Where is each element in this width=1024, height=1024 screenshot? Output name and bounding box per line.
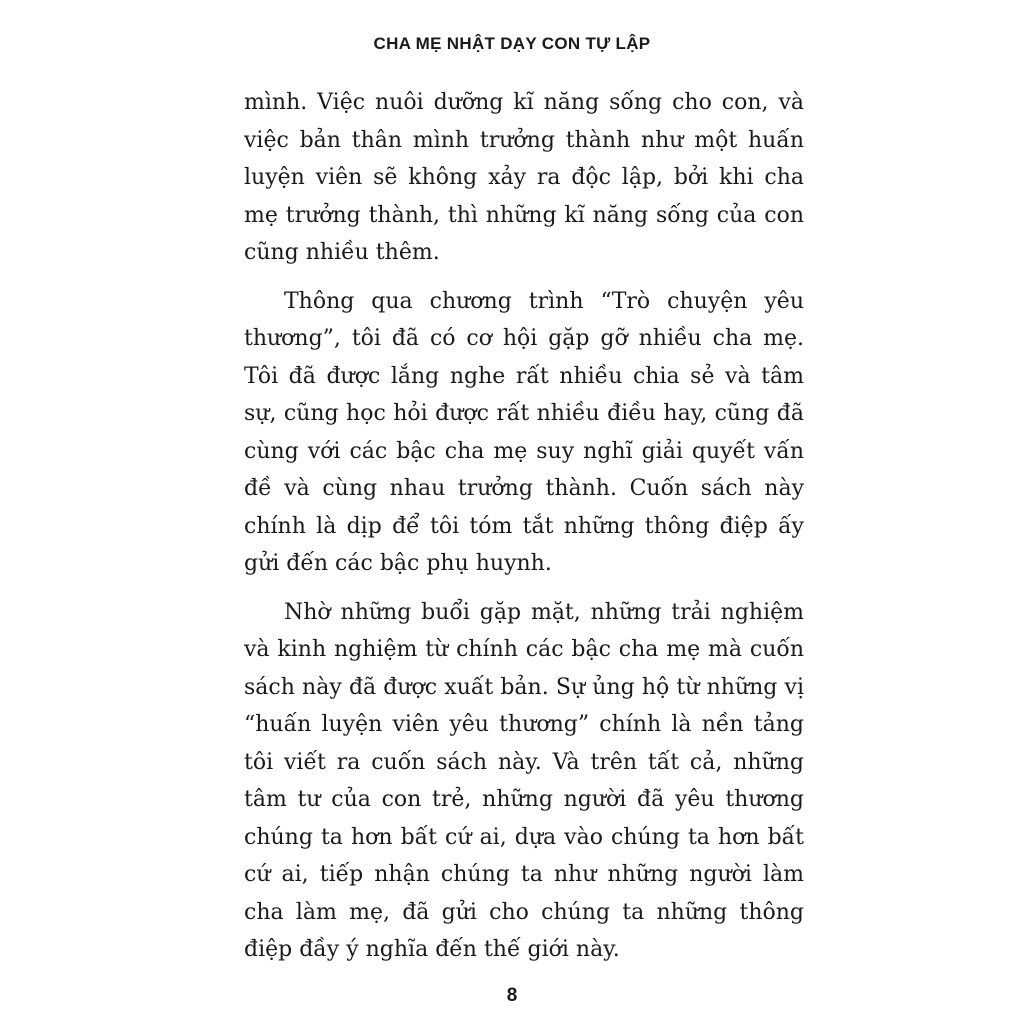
paragraph: Nhờ những buổi gặp mặt, những trải nghiệm và kinh nghiệm từ chính các bậc cha mẹ mà cuốn sách này đã được xuất bản. Sự ủng hộ từ những vị “huấn luyện viên yêu thương” chính là nền tảng tôi viết ra cuốn sách này. Và trên tất cả, những tâm tư của con trẻ, những người đã yêu thương chúng ta hơn bất cứ ai, dựa vào chúng ta hơn bất cứ ai, tiếp nhận chúng ta như những người làm cha làm mẹ, đã gửi cho chúng ta những thông điệp đầy ý nghĩa đến thế giới này.: [244, 599, 804, 962]
running-title: CHA MẸ NHẬT DẠY CON TỰ LẬP: [373, 34, 651, 53]
body-text: [244, 84, 804, 980]
paragraph-continuation: mình. Việc nuôi dưỡng kĩ năng sống cho con, và việc bản thân mình trưởng thành như một huấn luyện viên sẽ không xảy ra độc lập, bởi khi cha mẹ trưởng thành, thì những kĩ năng sống của con cũng nhiều thêm.: [244, 90, 804, 265]
paragraph: Thông qua chương trình “Trò chuyện yêu thương”, tôi đã có cơ hội gặp gỡ nhiều cha mẹ. Tôi đã được lắng nghe rất nhiều chia sẻ và tâm sự, cũng học hỏi được rất nhiều điều hay, cũng đã cùng với các bậc cha mẹ suy nghĩ giải quyết vấn đề và cùng nhau trưởng thành. Cuốn sách này chính là dịp để tôi tóm tắt những thông điệp ấy gửi đến các bậc phụ huynh.: [244, 288, 804, 576]
page-number: 8: [506, 985, 518, 1006]
